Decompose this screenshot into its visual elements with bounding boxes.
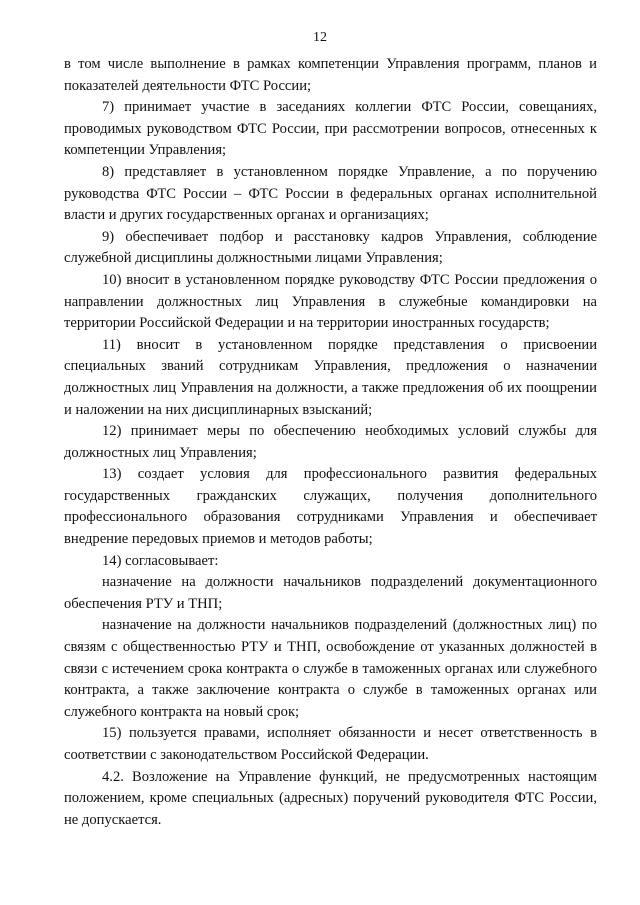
paragraph-item-9: 9) обеспечивает подбор и расстановку кадров Управления, соблюдение служебной дисциплины должностными лицами Управления; <box>64 228 597 267</box>
paragraph-item-11: 11) вносит в установленном порядке представления о присвоении специальных званий сотрудникам Управления, предложения о назначении должностных лиц Управления на должности, а также предложения об их поощрении и наложении на них дисциплинарных взысканий; <box>64 336 597 418</box>
paragraph-item-14: 14) согласовывает: <box>102 552 219 569</box>
document-body <box>64 54 597 831</box>
paragraph-item-15: 15) пользуется правами, исполняет обязанности и несет ответственность в соответствии с законодательством Российской Федерации. <box>64 725 597 763</box>
paragraph-item-10: 10) вносит в установленном порядке руководству ФТС России предложения о направлении должностных лиц Управления в служебные командировки на территории Российской Федерации и на территории иностранных государств; <box>64 271 597 332</box>
page-number: 12 <box>313 30 327 45</box>
paragraph-item-8: 8) представляет в установленном порядке Управление, а по поручению руководства ФТС России – ФТС России в федеральных органах исполнительной власти и других государственных органах и организациях; <box>64 163 597 224</box>
paragraph-section-4-2: 4.2. Возложение на Управление функций, не предусмотренных настоящим положением, кроме специальных (адресных) поручений руководителя ФТС России, не допускается. <box>64 768 597 828</box>
paragraph-item-7: 7) принимает участие в заседаниях коллегии ФТС России, совещаниях, проводимых руководством ФТС России, при рассмотрении вопросов, отнесенных к компетенции Управления; <box>64 99 597 159</box>
paragraph-item-14-sub-1: назначение на должности начальников подразделений документационного обеспечения РТУ и ТНП; <box>64 574 597 612</box>
paragraph-continuation: в том числе выполнение в рамках компетенции Управления программ, планов и показателей деятельности ФТС России; <box>64 56 597 94</box>
paragraph-item-14-sub-2: назначение на должности начальников подразделений (должностных лиц) по связям с общественностью РТУ и ТНП, освобождение от указанных должностей в связи с истечением срока контракта о службе в таможенных органах или служебного контракта, а также заключение контракта о службе в таможенных органах или служебного контракта на новый срок; <box>64 617 597 720</box>
paragraph-item-13: 13) создает условия для профессионального развития федеральных государственных гражданских служащих, получения дополнительного профессионального образования сотрудниками Управления и обеспечивает внедрение передовых приемов и методов работы; <box>64 466 597 548</box>
paragraph-item-12: 12) принимает меры по обеспечению необходимых условий службы для должностных лиц Управления; <box>64 423 597 461</box>
